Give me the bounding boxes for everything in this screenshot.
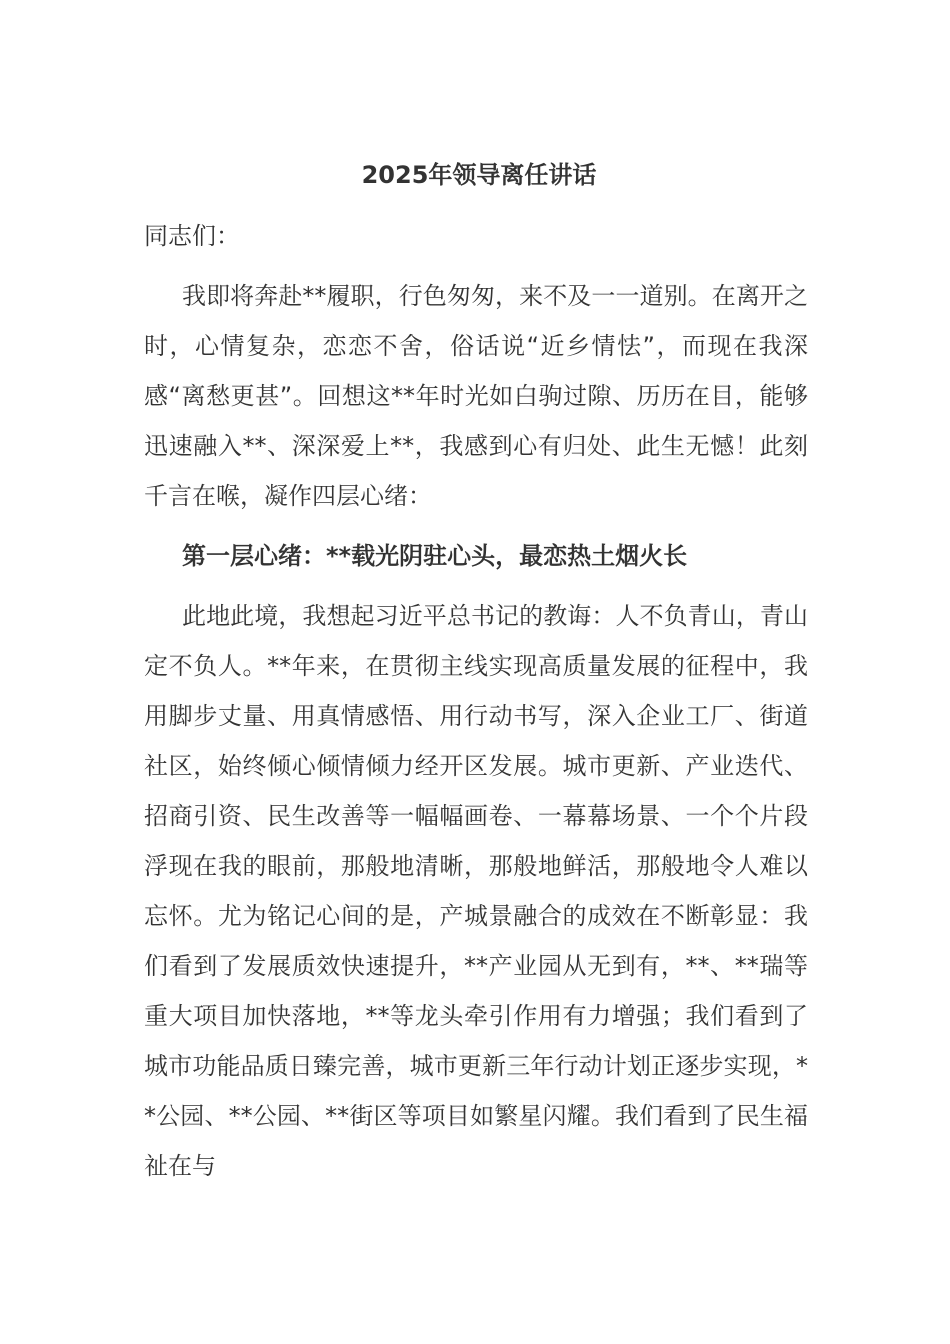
document-title: 2025年领导离任讲话 — [361, 161, 597, 189]
section-heading: 第一层心绪：**载光阴驻心头，最恋热土烟火长 — [182, 542, 688, 570]
section-paragraph: 此地此境，我想起习近平总书记的教诲：人不负青山，青山定不负人。**年来，在贯彻主线实现高质量发展的征程中，我用脚步丈量、用真情感悟、用行动书写，深入企业工厂、街道社区，始终倾心倾情倾力经开区发展。城市更新、产业迭代、招商引资、民生改善等一幅幅画卷、一幕幕场景、一个个片段浮现在我的眼前，那般地清晰，那般地鲜活，那般地令人难以忘怀。尤为铭记心间的是，产城景融合的成效在不断彰显：我们看到了发展质效快速提升，**产业园从无到有，**、**瑞等重大项目加快落地，**等龙头牵引作用有力增强；我们看到了城市功能品质日臻完善，城市更新三年行动计划正逐步实现，**公园、**公园、**街区等项目如繁星闪耀。我们看到了民生福祉在与 — [144, 602, 808, 1180]
greeting: 同志们： — [144, 222, 240, 250]
document-body — [144, 152, 808, 1191]
intro-paragraph: 我即将奔赴**履职，行色匆匆，来不及一一道别。在离开之时，心情复杂，恋恋不舍，俗话说“近乡情怯”，而现在我深感“离愁更甚”。回想这**年时光如白驹过隙、历历在目，能够迅速融入**、深深爱上**，我感到心有归处、此生无憾！此刻千言在喉，凝作四层心绪： — [144, 282, 808, 510]
